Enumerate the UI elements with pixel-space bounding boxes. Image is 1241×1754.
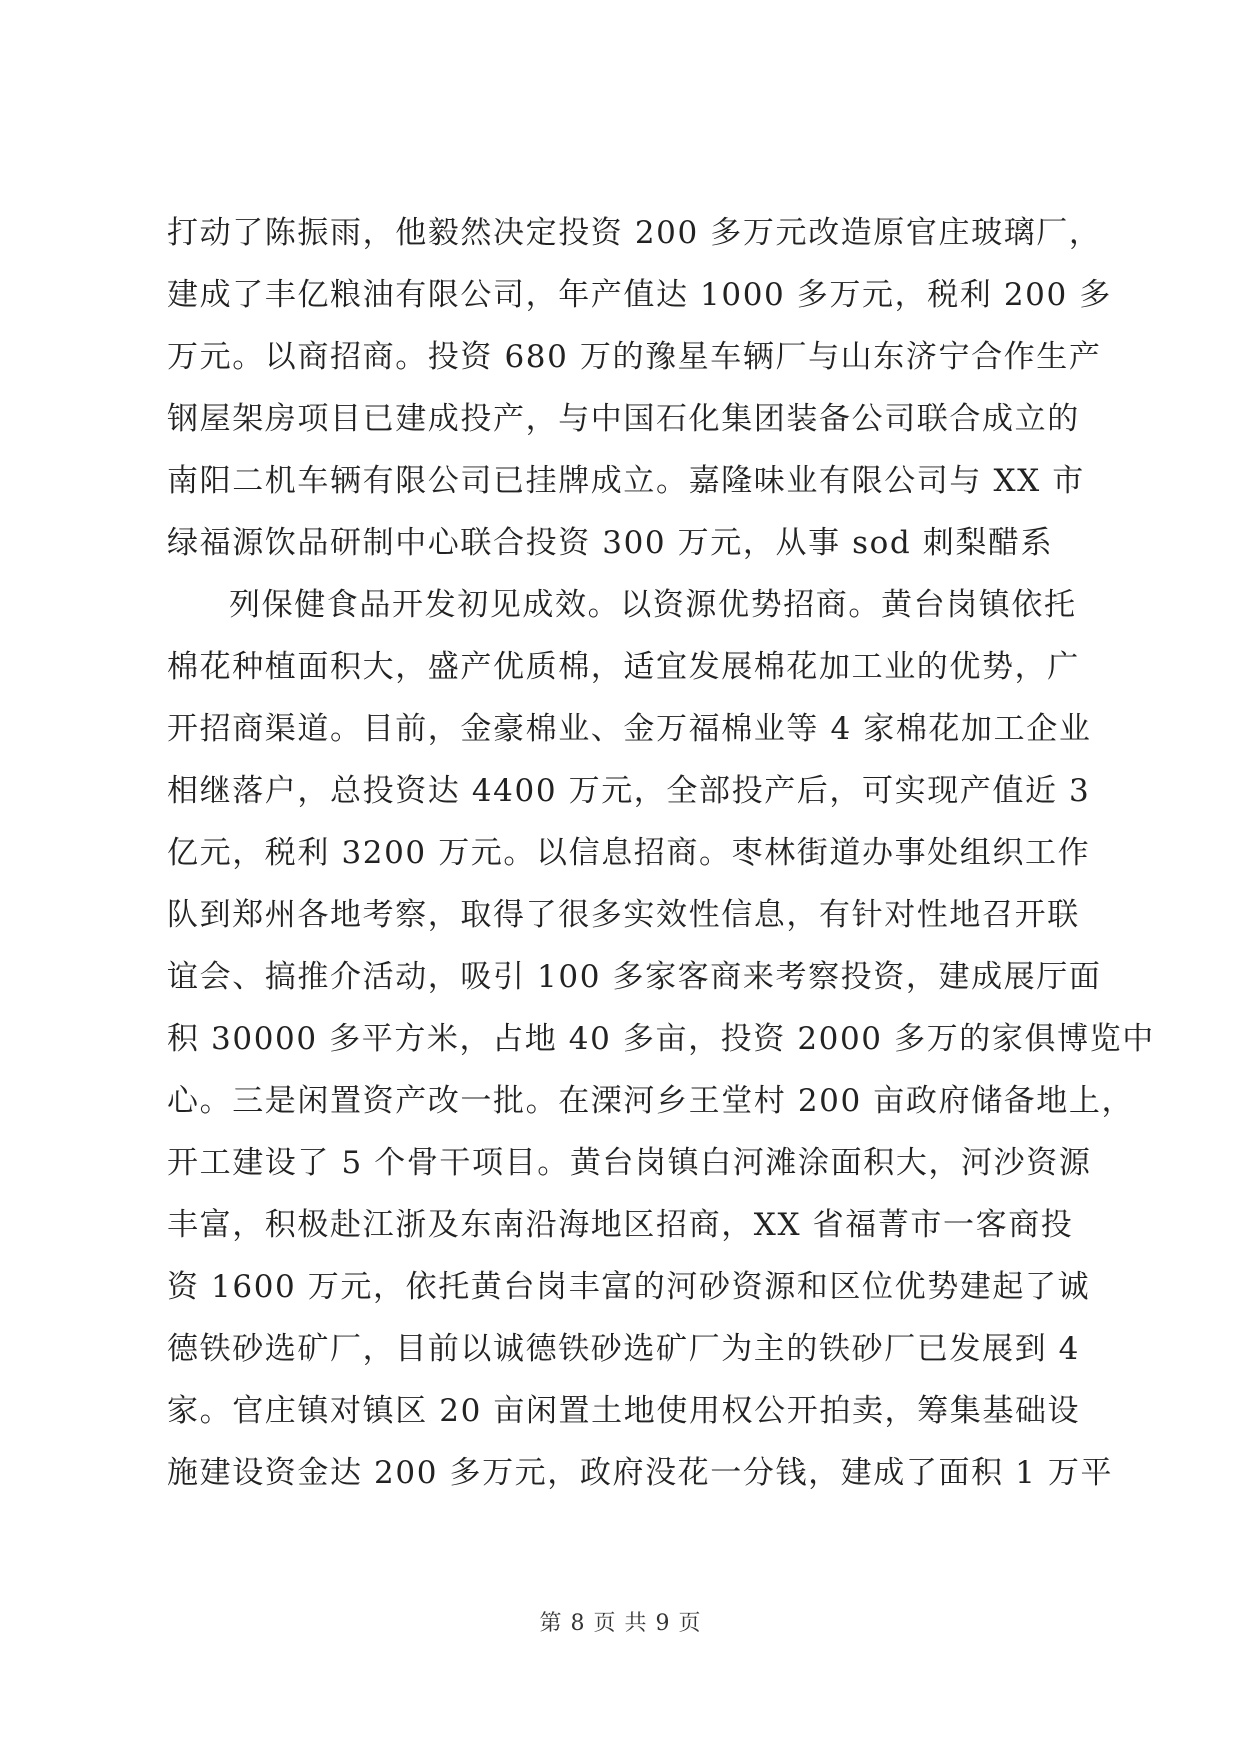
- text-line: 打动了陈振雨，他毅然决定投资 200 多万元改造原官庄玻璃厂，: [167, 215, 1102, 251]
- text-line: 亿元，税利 3200 万元。以信息招商。枣林街道办事处组织工作: [167, 835, 1091, 871]
- text-line: 德铁砂选矿厂，目前以诚德铁砂选矿厂为主的铁砂厂已发展到 4: [167, 1331, 1080, 1367]
- text-line: 积 30000 多平方米，占地 40 多亩，投资 2000 多万的家俱博览中: [167, 1021, 1155, 1057]
- text-line: 万元。以商招商。投资 680 万的豫星车辆厂与山东济宁合作生产: [167, 339, 1102, 375]
- text-line: 钢屋架房项目已建成投产，与中国石化集团装备公司联合成立的: [167, 401, 1080, 437]
- text-line: 棉花种植面积大，盛产优质棉，适宜发展棉花加工业的优势，广: [167, 649, 1080, 685]
- page-number-footer: 第 8 页 共 9 页: [539, 1611, 702, 1636]
- text-line: 绿福源饮品研制中心联合投资 300 万元，从事 sod 刺梨醋系: [167, 525, 1054, 561]
- text-line: 丰富，积极赴江浙及东南沿海地区招商，XX 省福菁市一客商投: [167, 1207, 1074, 1243]
- text-line: 心。三是闲置资产改一批。在溧河乡王堂村 200 亩政府储备地上，: [167, 1083, 1135, 1119]
- text-line: 队到郑州各地考察，取得了很多实效性信息，有针对性地召开联: [167, 897, 1080, 933]
- text-line: 开工建设了 5 个骨干项目。黄台岗镇白河滩涂面积大，河沙资源: [167, 1145, 1092, 1181]
- text-line: 资 1600 万元，依托黄台岗丰富的河砂资源和区位优势建起了诚: [167, 1269, 1091, 1305]
- text-line: 家。官庄镇对镇区 20 亩闲置土地使用权公开拍卖，筹集基础设: [167, 1393, 1081, 1429]
- text-line: 相继落户，总投资达 4400 万元，全部投产后，可实现产值近 3: [167, 773, 1091, 809]
- text-line: 建成了丰亿粮油有限公司，年产值达 1000 多万元，税利 200 多: [167, 277, 1112, 313]
- text-line: 列保健食品开发初见成效。以资源优势招商。黄台岗镇依托: [229, 587, 1077, 623]
- text-line: 施建设资金达 200 多万元，政府没花一分钱，建成了面积 1 万平: [167, 1455, 1114, 1491]
- text-line: 谊会、搞推介活动，吸引 100 多家客商来考察投资，建成展厅面: [167, 959, 1102, 995]
- text-line: 南阳二机车辆有限公司已挂牌成立。嘉隆味业有限公司与 XX 市: [167, 463, 1085, 499]
- body-text: [167, 202, 1155, 1504]
- text-line: 开招商渠道。目前，金豪棉业、金万福棉业等 4 家棉花加工企业: [167, 711, 1092, 747]
